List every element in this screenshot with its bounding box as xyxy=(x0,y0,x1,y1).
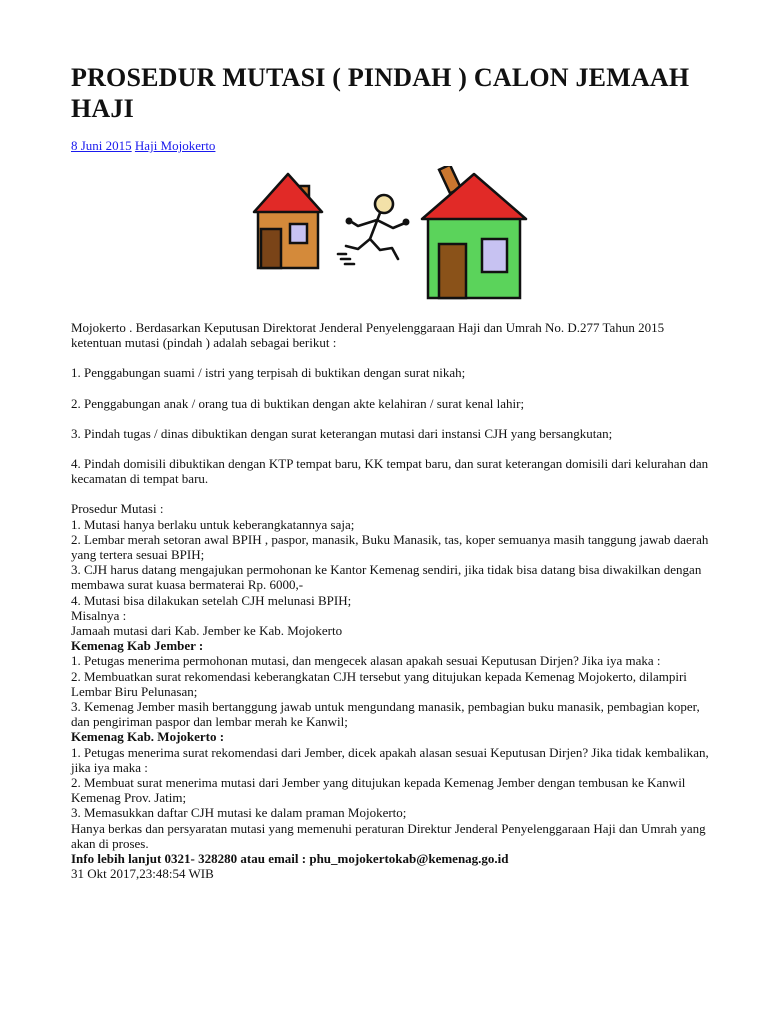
jember-step: 1. Petugas menerima permohonan mutasi, dan mengecek alasan apakah sesuai Keputusan Dirjen? Jika iya maka : xyxy=(71,653,661,669)
example-label: Misalnya : xyxy=(71,607,127,623)
condition-item: 1. Penggabungan suami / istri yang terpisah di buktikan dengan surat nikah; xyxy=(71,365,466,381)
mojokerto-step: 1. Petugas menerima surat rekomendasi dari Jember, dicek apakah alasan sesuai Keputusan Dirjen? Jika tidak kembalikan, jika iya maka : xyxy=(71,744,709,775)
mojokerto-step: 2. Membuat surat menerima mutasi dari Jember yang ditujukan kepada Kemenag Jember dengan tembusan ke Kanwil Kemenag Prov. Jatim; xyxy=(71,775,686,806)
article xyxy=(71,62,711,882)
contact-info: Info lebih lanjut 0321- 328280 atau email : phu_mojokertokab@kemenag.go.id xyxy=(71,851,509,867)
page-title: PROSEDUR MUTASI ( PINDAH ) CALON JEMAAH HAJI xyxy=(71,63,690,123)
condition-item: 2. Penggabungan anak / orang tua di buktikan dengan akte kelahiran / surat kenal lahir; xyxy=(71,395,525,411)
article-body xyxy=(71,320,711,882)
big-house-icon xyxy=(422,166,526,298)
closing-paragraph: Hanya berkas dan persyaratan mutasi yang memenuhi peraturan Direktur Jenderal Penyelenggaraan Haji dan Umrah yang akan di proses. xyxy=(71,820,706,851)
intro-paragraph: Mojokerto . Berdasarkan Keputusan Direktorat Jenderal Penyelenggaraan Haji dan Umrah No. D.277 Tahun 2015 ketentuan mutasi (pindah ) adalah sebagai berikut : xyxy=(71,320,665,351)
small-house-icon xyxy=(254,174,322,268)
running-person-icon xyxy=(338,195,408,264)
post-date-link[interactable]: 8 Juni 2015 xyxy=(71,138,132,153)
jember-heading: Kemenag Kab Jember : xyxy=(71,638,204,654)
mojokerto-heading: Kemenag Kab. Mojokerto : xyxy=(71,729,225,745)
condition-item: 4. Pindah domisili dibuktikan dengan KTP tempat baru, KK tempat baru, dan surat keterangan domisili dari kelurahan dan kecamatan di tempat baru. xyxy=(71,456,709,487)
procedure-item: 3. CJH harus datang mengajukan permohonan ke Kantor Kemenag sendiri, jika tidak bisa datang bisa diwakilkan dengan membawa surat kuasa bermaterai Rp. 6000,- xyxy=(71,562,702,593)
example-text: Jamaah mutasi dari Kab. Jember ke Kab. Mojokerto xyxy=(71,623,343,639)
jember-step: 2. Membuatkan surat rekomendasi keberangkatan CJH tersebut yang ditujukan kepada Kemenag Mojokerto, dilampiri Lembar Biru Pelunasan; xyxy=(71,668,687,699)
jember-step: 3. Kemenag Jember masih bertanggung jawab untuk mengundang manasik, pembagian buku manasik, pembagian koper, dan pengiriman paspor dan lembar merah ke Kanwil; xyxy=(71,699,700,730)
timestamp: 31 Okt 2017,23:48:54 WIB xyxy=(71,866,214,882)
procedure-heading: Prosedur Mutasi : xyxy=(71,501,164,517)
mojokerto-step: 3. Memasukkan daftar CJH mutasi ke dalam praman Mojokerto; xyxy=(71,805,407,821)
post-author-link[interactable]: Haji Mojokerto xyxy=(134,138,216,153)
procedure-item: 1. Mutasi hanya berlaku untuk keberangkatannya saja; xyxy=(71,516,355,532)
procedure-item: 2. Lembar merah setoran awal BPIH , paspor, manasik, Buku Manasik, tas, koper semuanya masih tanggung jawab daerah yang tertera sesuai BPIH; xyxy=(71,531,709,563)
procedure-item: 4. Mutasi bisa dilakukan setelah CJH melunasi BPIH; xyxy=(71,592,352,608)
post-meta xyxy=(71,138,711,154)
moving-house-illustration xyxy=(246,166,536,308)
condition-item: 3. Pindah tugas / dinas dibuktikan dengan surat keterangan mutasi dari instansi CJH yang bersangkutan; xyxy=(71,425,613,441)
